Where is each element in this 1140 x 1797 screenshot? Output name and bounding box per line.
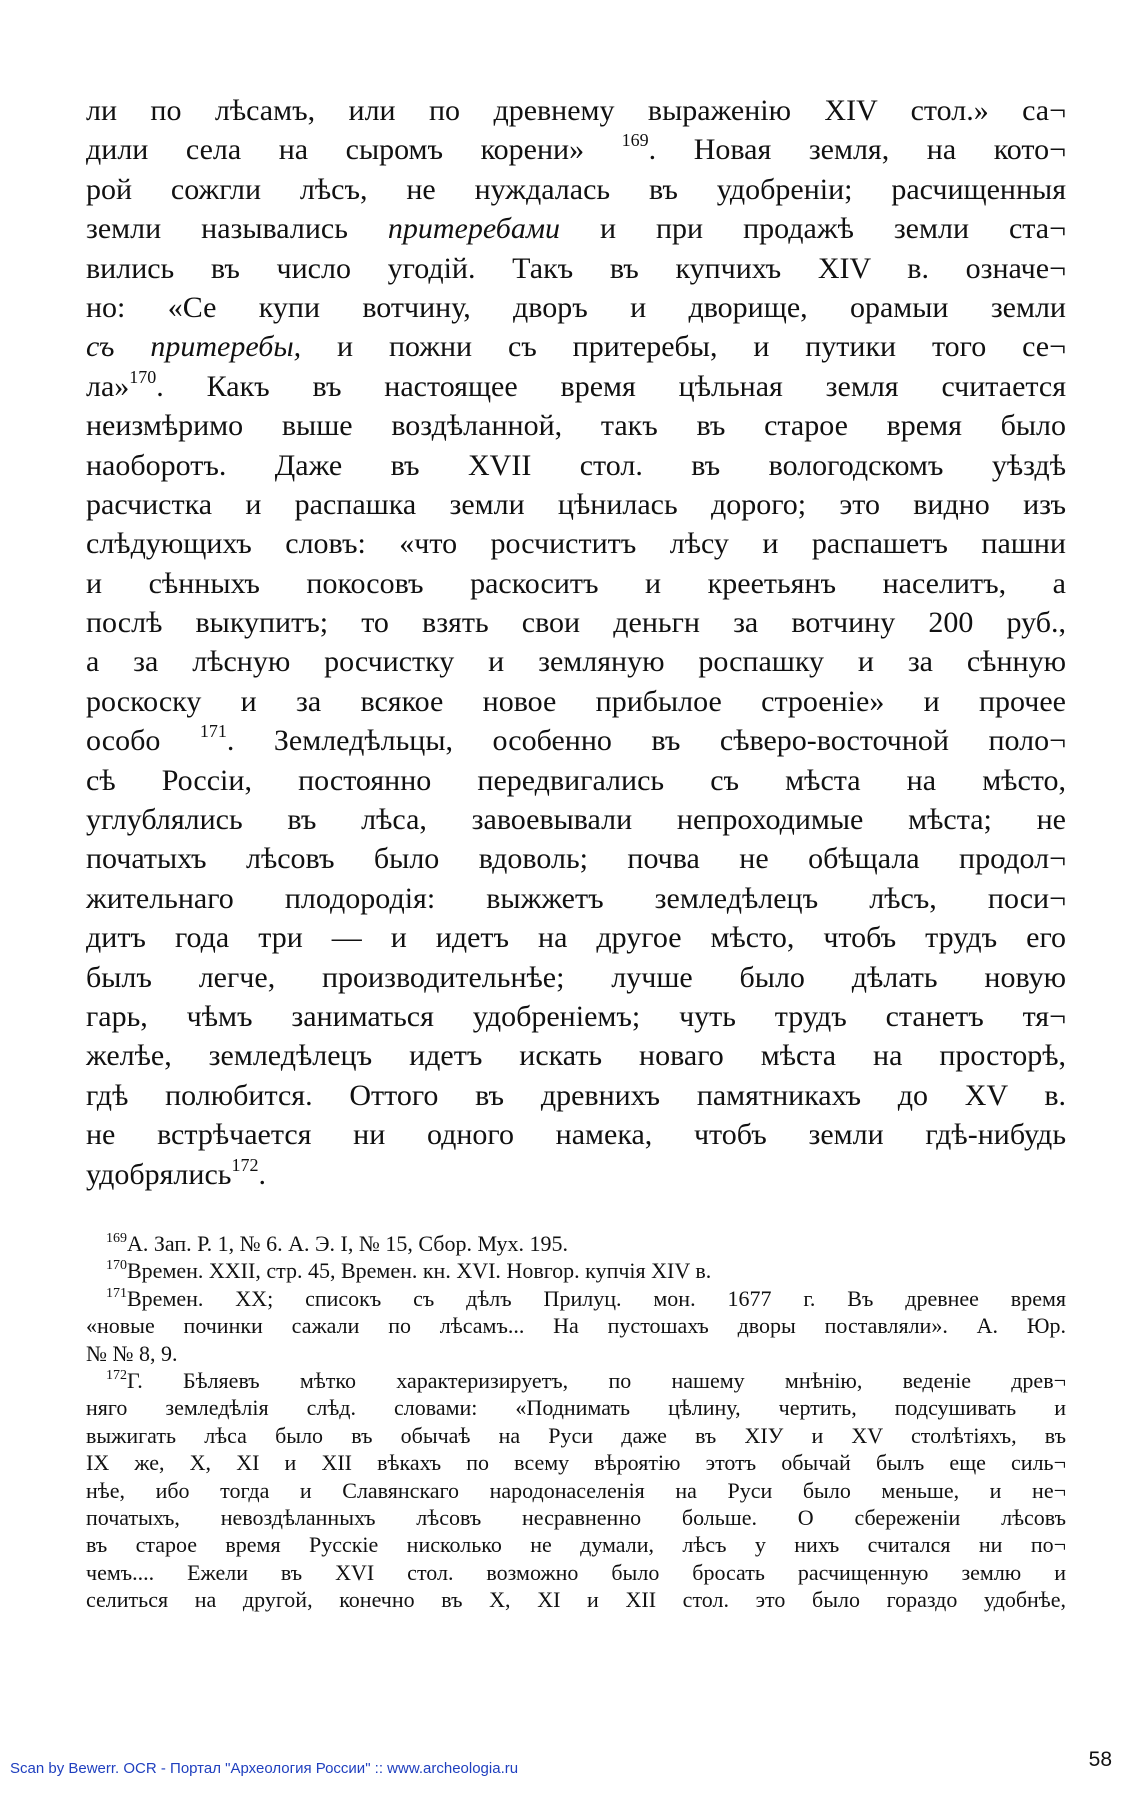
text-line: наоборотъ. Даже въ XVII стол. въ вологодскомъ уѣздѣ — [86, 448, 1066, 482]
footnote-ref-172[interactable]: 172 — [231, 1154, 259, 1175]
text-line: неизмѣримо выше воздѣланной, такъ въ старое время было — [86, 409, 1066, 443]
footnote-line: няго земледѣлія слѣд. словами: «Поднимать цѣлину, чертить, подсушивать и — [86, 1395, 1066, 1421]
footnote-line: № № 8, 9. — [86, 1340, 178, 1366]
text-line: былъ легче, производительнѣе; лучше было дѣлать новую — [86, 960, 1066, 994]
footnotes — [86, 1230, 1066, 1613]
footnote-line: «новые починки сажали по лѣсамъ... На пустошахъ дворы поставляли». А. Юр. — [86, 1313, 1066, 1339]
italic-term: съ притеребы, — [86, 330, 302, 364]
text-line: рой сожгли лѣсъ, не нуждалась въ удобреніи; расчищенныя — [86, 172, 1066, 206]
text-line: расчистка и распашка земли цѣнилась дорого; это видно изъ — [86, 487, 1066, 521]
text-span: ла» — [86, 369, 130, 403]
footnote-line: въ старое время Русскіе нисколько не думали, лѣсъ у нихъ считался ни по¬ — [86, 1532, 1066, 1558]
text-line: и сѣнныхъ покосовъ раскоситъ и креетьянъ населитъ, а — [86, 566, 1066, 600]
footnote-text: Времен. XXII, стр. 45, Времен. кн. XVI. Новгор. купчія XIV в. — [127, 1258, 712, 1284]
footnote-171 — [86, 1285, 1066, 1312]
footnote-text: Г. Бѣляевъ мѣтко характеризируетъ, по нашему мнѣнію, веденіе древ¬ — [127, 1367, 1066, 1393]
text-span: особо — [86, 724, 161, 758]
footnote-text: А. Зап. Р. 1, № 6. А. Э. I, № 15, Сбор. Мух. 195. — [127, 1231, 569, 1256]
text-line: гдѣ полюбится. Оттого въ древнихъ памятникахъ до XV в. — [86, 1078, 1066, 1112]
footnote-170 — [86, 1257, 1066, 1284]
text-line: сѣ Россіи, постоянно передвигались съ мѣста на мѣсто, — [86, 763, 1066, 797]
text-line: послѣ выкупитъ; то взять свои деньгн за вотчину 200 руб., — [86, 606, 1066, 640]
page-number: 58 — [1088, 1748, 1112, 1771]
footnote-line: селиться на другой, конечно въ X, XI и XII стол. это было гораздо удобнѣе, — [86, 1587, 1066, 1613]
text-line: гарь, чѣмъ заниматься удобреніемъ; чуть трудъ станетъ тя¬ — [86, 999, 1066, 1033]
text-span: . Какъ въ настоящее время цѣльная земля считается — [156, 369, 1066, 403]
footnote-number: 170 — [106, 1258, 127, 1274]
main-text — [86, 91, 1066, 1194]
footnote-ref-171[interactable]: 171 — [199, 721, 227, 742]
text-span: . — [258, 1157, 266, 1191]
text-span: . Земледѣльцы, особенно въ сѣверо-восточной поло¬ — [226, 724, 1067, 758]
text-line: углублялись въ лѣса, завоевывали непроходимые мѣста; не — [86, 803, 1066, 837]
text-line: вились въ число угодій. Такъ въ купчихъ XIV в. означе¬ — [86, 251, 1066, 285]
text-line — [86, 721, 1066, 760]
text-line: роскоску и за всякое новое прибылое строеніе» и прочее — [86, 684, 1066, 718]
text-span: и при продажѣ земли ста¬ — [599, 212, 1066, 246]
footnote-text: Времен. XX; списокъ съ дѣлъ Прилуц. мон. 1677 г. Въ древнее время — [127, 1285, 1066, 1311]
text-line — [86, 130, 1066, 169]
text-line: не встрѣчается ни одного намека, чтобъ земли гдѣ-нибудь — [86, 1118, 1066, 1152]
footnote-ref-169[interactable]: 169 — [621, 130, 649, 151]
text-line: початыхъ лѣсовъ было вдоволь; почва не обѣщала продол¬ — [86, 842, 1066, 876]
italic-term: притеребами — [387, 212, 560, 246]
footnote-line: початыхъ, невоздѣланныхъ лѣсовъ несравненно больше. О сбереженіи лѣсовъ — [86, 1504, 1066, 1530]
text-line — [86, 209, 1066, 248]
footnote-ref-170[interactable]: 170 — [129, 366, 157, 387]
footnote-number: 172 — [106, 1367, 127, 1383]
footnote-number: 171 — [106, 1285, 127, 1301]
text-line: жительнаго плодородія: выжжетъ земледѣлецъ лѣсъ, поси¬ — [86, 881, 1066, 915]
text-span: . Новая земля, на кото¬ — [648, 133, 1067, 167]
footnote-line: IX же, X, XI и XII вѣкахъ по всему вѣроятію этотъ обычай былъ еще силь¬ — [86, 1450, 1066, 1476]
footnote-169 — [86, 1230, 1066, 1257]
text-span: дили села на сыромъ корени» — [86, 133, 585, 167]
footnote-line: выжигать лѣса было въ обычаѣ на Руси даже въ XIУ и XV столѣтіяхъ, въ — [86, 1422, 1066, 1448]
text-line — [86, 1155, 1066, 1194]
footnote-line: нѣе, ибо тогда и Славянскаго народонаселенія на Руси было меньше, и не¬ — [86, 1477, 1066, 1503]
text-line: дитъ года три — и идетъ на другое мѣсто, чтобъ трудъ его — [86, 921, 1066, 955]
footnote-line: чемъ.... Ежели въ XVI стол. возможно было бросать расчищенную землю и — [86, 1559, 1066, 1585]
footnote-172 — [86, 1367, 1066, 1394]
text-span: удобрялись — [86, 1157, 232, 1191]
text-line: слѣдующихъ словъ: «что росчиститъ лѣсу и распашетъ пашни — [86, 527, 1066, 561]
text-span: и пожни съ притеребы, и путики того се¬ — [337, 330, 1067, 364]
text-line — [86, 367, 1066, 406]
text-line: но: «Се купи вотчину, дворъ и дворище, орамыи земли — [86, 290, 1066, 324]
text-span: земли назывались — [86, 212, 348, 246]
text-line: ли по лѣсамъ, или по древнему выраженію XIV стол.» са¬ — [86, 94, 1066, 127]
scan-credit-link[interactable]: Scan by Bewerr. OCR - Портал "Археология России" :: www.archeologia.ru — [10, 1760, 519, 1777]
text-line — [86, 327, 1066, 366]
footnote-number: 169 — [106, 1231, 127, 1246]
text-line: желѣе, земледѣлецъ идетъ искать новаго мѣста на просторѣ, — [86, 1039, 1066, 1073]
text-line: а за лѣсную росчистку и земляную роспашку и за сѣнную — [86, 645, 1066, 679]
